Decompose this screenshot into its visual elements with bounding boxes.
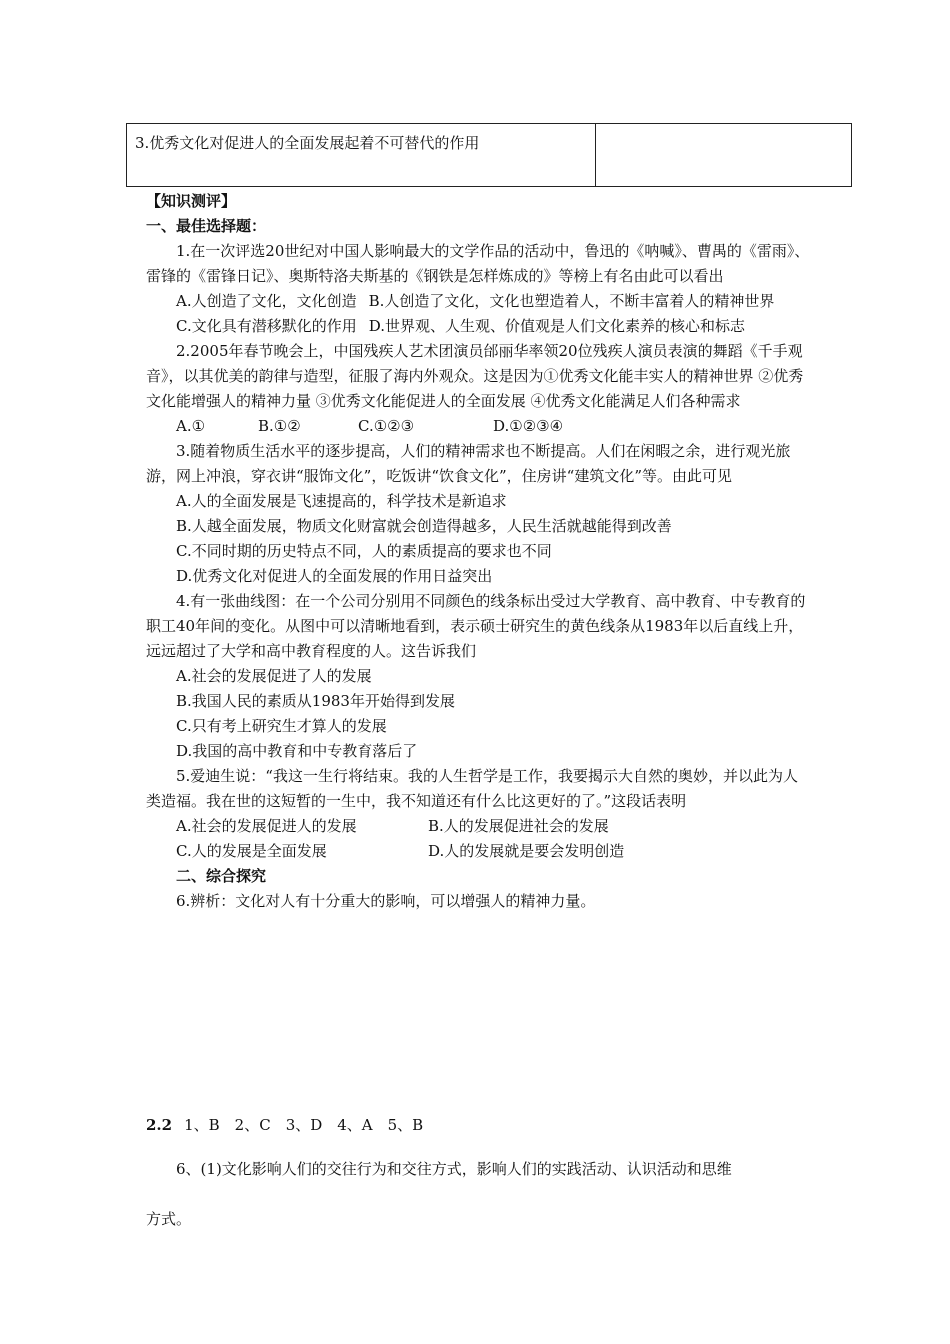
q2-option-a: A.① [176,417,206,435]
q6-answer-line2: 方式。 [146,1210,192,1228]
q1-options-ab [146,289,810,314]
q4-option-b: B.我国人民的素质从1983年开始得到发展 [176,692,455,710]
q5-options-cd [146,839,810,864]
table-cell-right [596,124,852,187]
answer-keys: 1、B 2、C 3、D 4、A 5、B [184,1116,424,1134]
q5-options-ab [146,814,810,839]
table-cell-left: 3.优秀文化对促进人的全面发展起着不可替代的作用 [127,124,596,187]
q1-option-a: A.人创造了文化，文化创造 [176,292,357,310]
exercise-content [146,189,810,914]
q1-option-d: D.世界观、人生观、价值观是人们文化素养的核心和标志 [368,317,745,335]
q3-option-d: D.优秀文化对促进人的全面发展的作用日益突出 [176,567,493,585]
q2-option-b: B.①② [258,417,301,435]
q2-options [146,414,810,439]
q2-option-d: D.①②③④ [493,417,564,435]
q5-option-a: A.社会的发展促进人的发展 [176,817,357,835]
q1-option-b: B.人创造了文化，文化也塑造着人，不断丰富着人的精神世界 [368,292,775,310]
q3-stem: 3.随着物质生活水平的逐步提高，人们的精神需求也不断提高。人们在闲暇之余，进行观光旅游，网上冲浪，穿衣讲“服饰文化”，吃饭讲“饮食文化”，住房讲“建筑文化”等。由此可见 [146,442,791,485]
answer-label: 2.2 [146,1116,173,1134]
table-row [127,124,852,187]
summary-table [126,123,852,187]
q5-option-c: C.人的发展是全面发展 [176,842,327,860]
q1-options-cd [146,314,810,339]
q5-stem: 5.爱迪生说：“我这一生行将结束。我的人生哲学是工作，我要揭示大自然的奥妙，并以此为人类造福。我在世的这短暂的一生中，我不知道还有什么比这更好的了。”这段话表明 [146,767,798,810]
q1-stem: 1.在一次评选20世纪对中国人影响最大的文学作品的活动中，鲁迅的《呐喊》、曹禺的《雷雨》、雷锋的《雷锋日记》、奥斯特洛夫斯基的《钢铁是怎样炼成的》等榜上有名由此可以看出 [146,242,810,285]
q4-stem: 4.有一张曲线图：在一个公司分别用不同颜色的线条标出受过大学教育、高中教育、中专教育的职工40年间的变化。从图中可以清晰地看到，表示硕士研究生的黄色线条从1983年以后直线上升，远远超过了大学和高中教育程度的人。这告诉我们 [146,592,806,660]
q5-option-d: D.人的发展就是要会发明创造 [428,842,625,860]
q4-option-a: A.社会的发展促进了人的发展 [176,667,372,685]
q2-stem: 2.2005年春节晚会上，中国残疾人艺术团演员邰丽华率领20位残疾人演员表演的舞蹈《千手观音》，以其优美的韵律与造型，征服了海内外观众。这是因为①优秀文化能丰实人的精神世界 ②优秀文化能增强人的精神力量 ③优秀文化能促进人的全面发展 ④优秀文化能满足人们各种需求 [146,342,804,410]
part2-title: 二、综合探究 [176,867,267,885]
q1-option-c: C.文化具有潜移默化的作用 [176,317,357,335]
q5-option-b: B.人的发展促进社会的发展 [428,817,609,835]
answer-keys-line [146,1112,810,1138]
q3-option-a: A.人的全面发展是飞速提高的，科学技术是新追求 [176,492,507,510]
answer-section [146,1112,810,1232]
section-title: 【知识测评】 [146,192,237,210]
q6-answer-line1: 6、(1)文化影响人们的交往行为和交往方式，影响人们的实践活动、认识活动和思维 [176,1160,732,1178]
part1-title: 一、最佳选择题： [146,217,267,235]
q3-option-c: C.不同时期的历史特点不同，人的素质提高的要求也不同 [176,542,552,560]
q2-option-c: C.①②③ [358,417,415,435]
q4-option-c: C.只有考上研究生才算人的发展 [176,717,387,735]
q6-stem: 6.辨析：文化对人有十分重大的影响，可以增强人的精神力量。 [176,892,596,910]
q4-option-d: D.我国的高中教育和中专教育落后了 [176,742,418,760]
q3-option-b: B.人越全面发展，物质文化财富就会创造得越多，人民生活就越能得到改善 [176,517,672,535]
